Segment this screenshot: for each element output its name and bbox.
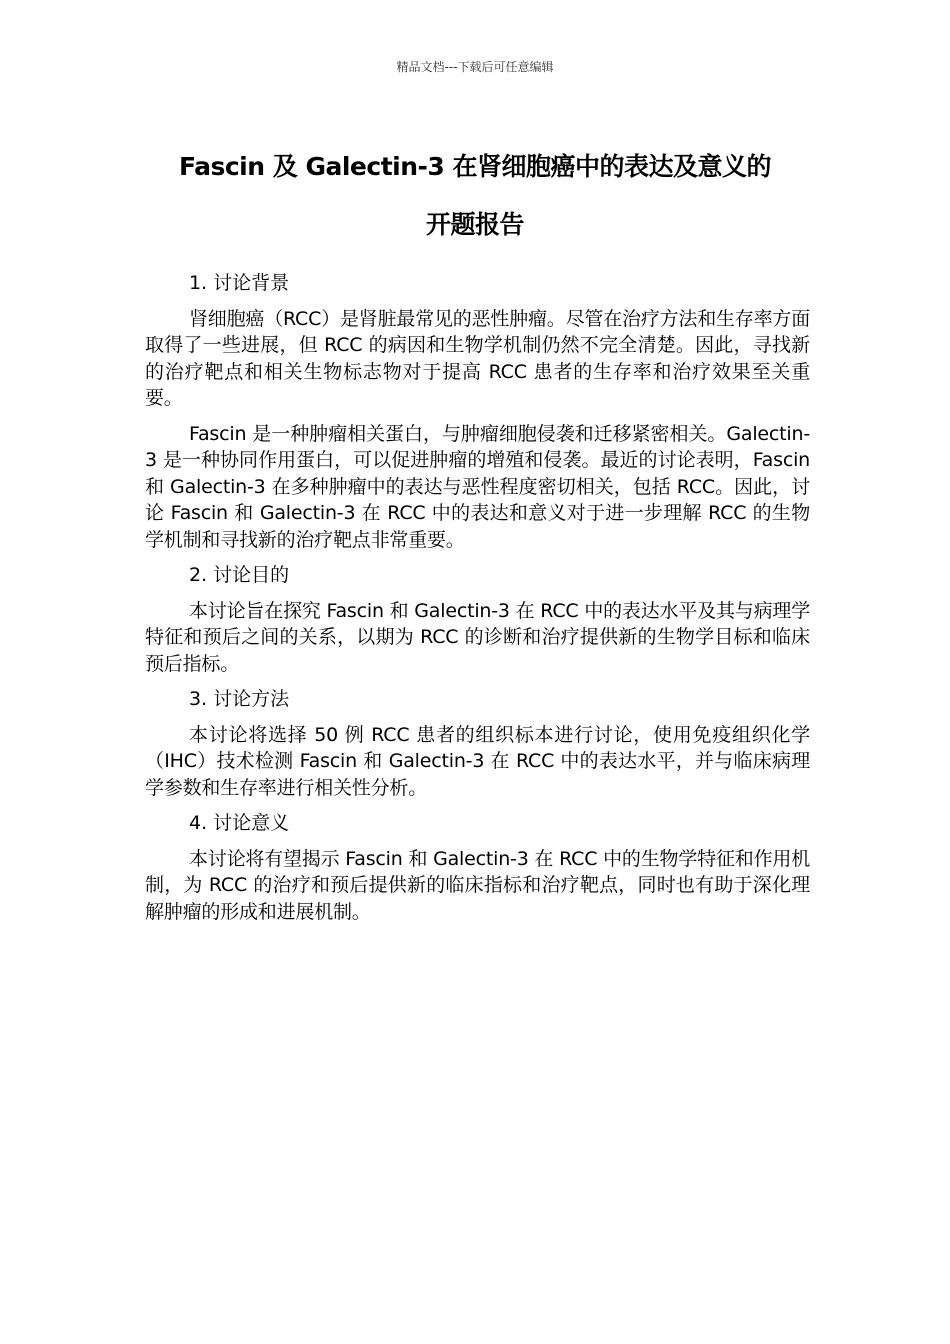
section-heading: 1. 讨论背景: [189, 272, 290, 294]
title-line-2: 开题报告: [425, 210, 524, 239]
paragraph: Fascin 是一种肿瘤相关蛋白，与肿瘤细胞侵袭和迁移紧密相关。Galectin-3 是一种协同作用蛋白，可以促进肿瘤的增殖和侵袭。最近的讨论表明，Fascin 和 Galectin-3 在多种肿瘤中的表达与恶性程度密切相关，包括 RCC。因此，讨论 Fascin 和 Galectin-3 在 RCC 中的表达和意义对于进一步理解 RCC 的生物学机制和寻找新的治疗靶点非常重要。: [145, 422, 810, 551]
section-background: [145, 270, 810, 553]
paragraph: 本讨论旨在探究 Fascin 和 Galectin-3 在 RCC 中的表达水平及其与病理学特征和预后之间的关系，以期为 RCC 的诊断和治疗提供新的生物学目标和临床预后指标。: [145, 599, 810, 675]
paragraph: 肾细胞癌（RCC）是肾脏最常见的恶性肿瘤。尽管在治疗方法和生存率方面取得了一些进展，但 RCC 的病因和生物学机制仍然不完全清楚。因此，寻找新的治疗靶点和相关生物标志物对于提高 RCC 患者的生存率和治疗效果至关重要。: [145, 307, 810, 409]
section-method: [145, 686, 810, 801]
title-line-1: Fascin 及 Galectin-3 在肾细胞癌中的表达及意义的: [179, 152, 771, 181]
section-purpose: [145, 562, 810, 677]
section-significance: [145, 810, 810, 925]
section-heading: 2. 讨论目的: [189, 564, 290, 586]
section-heading: 4. 讨论意义: [189, 812, 290, 834]
paragraph: 本讨论将有望揭示 Fascin 和 Galectin-3 在 RCC 中的生物学特征和作用机制，为 RCC 的治疗和预后提供新的临床指标和治疗靶点，同时也有助于深化理解肿瘤的形成和进展机制。: [145, 847, 810, 923]
section-heading: 3. 讨论方法: [189, 688, 290, 710]
page-header: 精品文档---下载后可任意编辑: [396, 60, 554, 74]
document-title: [60, 138, 890, 254]
document-body: [145, 270, 810, 934]
paragraph: 本讨论将选择 50 例 RCC 患者的组织标本进行讨论，使用免疫组织化学（IHC）技术检测 Fascin 和 Galectin-3 在 RCC 中的表达水平，并与临床病理学参数和生存率进行相关性分析。: [145, 723, 810, 799]
